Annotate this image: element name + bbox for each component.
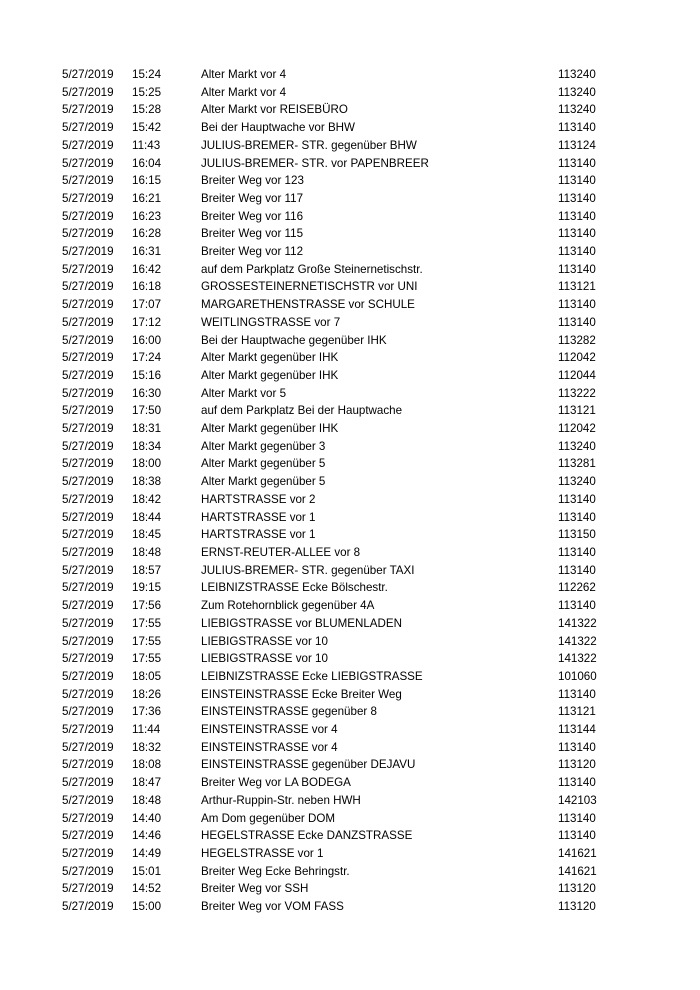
time-cell: 15:42 bbox=[132, 121, 162, 135]
location-cell: Breiter Weg vor VOM FASS bbox=[201, 900, 344, 914]
date-cell: 5/27/2019 bbox=[62, 705, 114, 719]
date-cell: 5/27/2019 bbox=[62, 333, 114, 347]
table-row bbox=[62, 314, 622, 332]
table-row bbox=[62, 473, 622, 491]
code-cell: 101060 bbox=[558, 669, 597, 683]
code-cell: 113140 bbox=[558, 156, 596, 170]
code-cell: 113140 bbox=[558, 510, 596, 524]
location-cell: LIEBIGSTRASSE vor 10 bbox=[201, 634, 328, 648]
date-cell: 5/27/2019 bbox=[62, 191, 114, 205]
table-row bbox=[62, 137, 622, 155]
table-row bbox=[62, 367, 622, 385]
date-cell: 5/27/2019 bbox=[62, 634, 114, 648]
code-cell: 113240 bbox=[558, 475, 596, 489]
code-cell: 113150 bbox=[558, 528, 596, 542]
time-cell: 18:38 bbox=[132, 475, 162, 489]
date-cell: 5/27/2019 bbox=[62, 776, 114, 790]
date-cell: 5/27/2019 bbox=[62, 758, 114, 772]
date-cell: 5/27/2019 bbox=[62, 510, 114, 524]
code-cell: 113240 bbox=[558, 103, 596, 117]
code-cell: 113140 bbox=[558, 687, 596, 701]
table-row bbox=[62, 810, 622, 828]
code-cell: 113124 bbox=[558, 138, 596, 152]
code-cell: 112042 bbox=[558, 422, 596, 436]
date-cell: 5/27/2019 bbox=[62, 422, 114, 436]
table-row bbox=[62, 491, 622, 509]
code-cell: 113121 bbox=[558, 404, 596, 418]
table-row bbox=[62, 650, 622, 668]
date-cell: 5/27/2019 bbox=[62, 156, 114, 170]
time-cell: 17:50 bbox=[132, 404, 162, 418]
date-cell: 5/27/2019 bbox=[62, 545, 114, 559]
table-row bbox=[62, 845, 622, 863]
location-cell: MARGARETHENSTRASSE vor SCHULE bbox=[201, 298, 415, 312]
time-cell: 17:24 bbox=[132, 351, 162, 365]
time-cell: 16:30 bbox=[132, 386, 162, 400]
location-cell: Breiter Weg vor 117 bbox=[201, 191, 304, 205]
time-cell: 18:44 bbox=[132, 510, 162, 524]
location-cell: Breiter Weg vor 116 bbox=[201, 209, 304, 223]
location-cell: Bei der Hauptwache vor BHW bbox=[201, 121, 356, 135]
location-cell: Breiter Weg vor 112 bbox=[201, 245, 304, 259]
code-cell: 113140 bbox=[558, 545, 596, 559]
location-cell: EINSTEINSTRASSE vor 4 bbox=[201, 723, 338, 737]
time-cell: 16:15 bbox=[132, 174, 162, 188]
table-row bbox=[62, 615, 622, 633]
table-row bbox=[62, 101, 622, 119]
location-cell: GROSSESTEINERNETISCHSTR vor UNI bbox=[201, 280, 418, 294]
code-cell: 112262 bbox=[558, 581, 596, 595]
location-cell: Breiter Weg vor SSH bbox=[201, 882, 309, 896]
date-cell: 5/27/2019 bbox=[62, 581, 114, 595]
table-row bbox=[62, 261, 622, 279]
code-cell: 113282 bbox=[558, 333, 596, 347]
location-cell: auf dem Parkplatz Große Steinernetischstr. bbox=[201, 262, 423, 276]
location-cell: EINSTEINSTRASSE gegenüber DEJAVU bbox=[201, 758, 416, 772]
code-cell: 113140 bbox=[558, 262, 596, 276]
date-cell: 5/27/2019 bbox=[62, 85, 114, 99]
date-cell: 5/27/2019 bbox=[62, 829, 114, 843]
table-row bbox=[62, 438, 622, 456]
code-cell: 113140 bbox=[558, 209, 596, 223]
time-cell: 16:00 bbox=[132, 333, 162, 347]
date-cell: 5/27/2019 bbox=[62, 740, 114, 754]
table-row bbox=[62, 544, 622, 562]
time-cell: 15:16 bbox=[132, 368, 162, 382]
code-cell: 113140 bbox=[558, 245, 596, 259]
time-cell: 16:23 bbox=[132, 209, 162, 223]
time-cell: 16:42 bbox=[132, 262, 162, 276]
table-row bbox=[62, 208, 622, 226]
date-cell: 5/27/2019 bbox=[62, 262, 114, 276]
time-cell: 14:40 bbox=[132, 811, 162, 825]
time-cell: 18:08 bbox=[132, 758, 162, 772]
time-cell: 18:57 bbox=[132, 563, 162, 577]
table-row bbox=[62, 385, 622, 403]
date-cell: 5/27/2019 bbox=[62, 846, 114, 860]
location-cell: Alter Markt gegenüber 5 bbox=[201, 475, 326, 489]
table-row bbox=[62, 739, 622, 757]
table-row bbox=[62, 721, 622, 739]
date-cell: 5/27/2019 bbox=[62, 138, 114, 152]
code-cell: 113121 bbox=[558, 280, 596, 294]
date-cell: 5/27/2019 bbox=[62, 68, 114, 81]
table-row bbox=[62, 562, 622, 580]
time-cell: 18:42 bbox=[132, 492, 162, 506]
location-cell: EINSTEINSTRASSE vor 4 bbox=[201, 740, 338, 754]
table-row bbox=[62, 296, 622, 314]
table-row bbox=[62, 278, 622, 296]
table-row bbox=[62, 668, 622, 686]
table-row bbox=[62, 172, 622, 190]
time-cell: 18:48 bbox=[132, 793, 162, 807]
time-cell: 15:25 bbox=[132, 85, 162, 99]
table-row bbox=[62, 509, 622, 527]
date-cell: 5/27/2019 bbox=[62, 351, 114, 365]
location-cell: Breiter Weg Ecke Behringstr. bbox=[201, 864, 350, 878]
time-cell: 18:00 bbox=[132, 457, 162, 471]
date-cell: 5/27/2019 bbox=[62, 723, 114, 737]
time-cell: 18:31 bbox=[132, 422, 162, 436]
table-row bbox=[62, 880, 622, 898]
location-cell: Arthur-Ruppin-Str. neben HWH bbox=[201, 793, 361, 807]
code-cell: 113140 bbox=[558, 191, 596, 205]
code-cell: 113140 bbox=[558, 563, 596, 577]
location-cell: LEIBNIZSTRASSE Ecke LIEBIGSTRASSE bbox=[201, 669, 423, 683]
date-cell: 5/27/2019 bbox=[62, 864, 114, 878]
code-cell: 112044 bbox=[558, 368, 596, 382]
time-cell: 16:28 bbox=[132, 227, 162, 241]
location-cell: LIEBIGSTRASSE vor BLUMENLADEN bbox=[201, 616, 403, 630]
code-cell: 113120 bbox=[558, 900, 596, 914]
date-cell: 5/27/2019 bbox=[62, 298, 114, 312]
time-cell: 18:45 bbox=[132, 528, 162, 542]
table-row bbox=[62, 225, 622, 243]
code-cell: 113240 bbox=[558, 68, 596, 81]
location-cell: EINSTEINSTRASSE Ecke Breiter Weg bbox=[201, 687, 402, 701]
table-row bbox=[62, 703, 622, 721]
table-row bbox=[62, 402, 622, 420]
code-cell: 113144 bbox=[558, 723, 596, 737]
table-row bbox=[62, 863, 622, 881]
date-cell: 5/27/2019 bbox=[62, 121, 114, 135]
location-cell: ERNST-REUTER-ALLEE vor 8 bbox=[201, 545, 361, 559]
date-cell: 5/27/2019 bbox=[62, 227, 114, 241]
date-cell: 5/27/2019 bbox=[62, 404, 114, 418]
date-cell: 5/27/2019 bbox=[62, 439, 114, 453]
date-cell: 5/27/2019 bbox=[62, 174, 114, 188]
table-row bbox=[62, 243, 622, 261]
location-cell: Alter Markt vor REISEBÜRO bbox=[201, 103, 348, 117]
time-cell: 16:18 bbox=[132, 280, 162, 294]
time-cell: 15:24 bbox=[132, 68, 162, 81]
date-cell: 5/27/2019 bbox=[62, 103, 114, 117]
date-cell: 5/27/2019 bbox=[62, 669, 114, 683]
date-cell: 5/27/2019 bbox=[62, 528, 114, 542]
time-cell: 15:01 bbox=[132, 864, 162, 878]
date-cell: 5/27/2019 bbox=[62, 368, 114, 382]
date-cell: 5/27/2019 bbox=[62, 599, 114, 613]
table-row bbox=[62, 792, 622, 810]
time-cell: 14:49 bbox=[132, 846, 162, 860]
location-cell: Alter Markt vor 4 bbox=[201, 68, 287, 81]
date-cell: 5/27/2019 bbox=[62, 280, 114, 294]
code-cell: 113140 bbox=[558, 298, 596, 312]
time-cell: 15:00 bbox=[132, 900, 162, 914]
date-cell: 5/27/2019 bbox=[62, 492, 114, 506]
table-row bbox=[62, 332, 622, 350]
code-cell: 141322 bbox=[558, 652, 597, 666]
time-cell: 14:46 bbox=[132, 829, 162, 843]
location-cell: Breiter Weg vor LA BODEGA bbox=[201, 776, 351, 790]
location-cell: Alter Markt vor 5 bbox=[201, 386, 287, 400]
code-cell: 113121 bbox=[558, 705, 596, 719]
code-cell: 113140 bbox=[558, 599, 596, 613]
code-cell: 113140 bbox=[558, 121, 596, 135]
location-cell: Alter Markt gegenüber IHK bbox=[201, 351, 339, 365]
table-row bbox=[62, 633, 622, 651]
code-cell: 142103 bbox=[558, 793, 597, 807]
table-row bbox=[62, 155, 622, 173]
date-cell: 5/27/2019 bbox=[62, 563, 114, 577]
table-row bbox=[62, 349, 622, 367]
time-cell: 11:44 bbox=[132, 723, 161, 737]
time-cell: 18:47 bbox=[132, 776, 162, 790]
location-cell: HARTSTRASSE vor 2 bbox=[201, 492, 316, 506]
table-row bbox=[62, 898, 622, 916]
location-cell: HEGELSTRASSE Ecke DANZSTRASSE bbox=[201, 829, 413, 843]
date-cell: 5/27/2019 bbox=[62, 811, 114, 825]
date-cell: 5/27/2019 bbox=[62, 315, 114, 329]
time-cell: 17:55 bbox=[132, 616, 162, 630]
time-cell: 18:05 bbox=[132, 669, 162, 683]
code-cell: 113140 bbox=[558, 174, 596, 188]
code-cell: 113140 bbox=[558, 811, 596, 825]
code-cell: 141621 bbox=[558, 846, 597, 860]
table-row bbox=[62, 526, 622, 544]
time-cell: 18:34 bbox=[132, 439, 162, 453]
date-cell: 5/27/2019 bbox=[62, 386, 114, 400]
location-cell: Breiter Weg vor 115 bbox=[201, 227, 304, 241]
table-row bbox=[62, 119, 622, 137]
location-cell: Breiter Weg vor 123 bbox=[201, 174, 304, 188]
time-cell: 15:28 bbox=[132, 103, 162, 117]
code-cell: 113140 bbox=[558, 315, 596, 329]
time-cell: 17:55 bbox=[132, 634, 162, 648]
time-cell: 17:07 bbox=[132, 298, 162, 312]
table-row bbox=[62, 455, 622, 473]
date-cell: 5/27/2019 bbox=[62, 209, 114, 223]
location-cell: Alter Markt gegenüber IHK bbox=[201, 422, 339, 436]
location-cell: Am Dom gegenüber DOM bbox=[201, 811, 336, 825]
table-row bbox=[62, 579, 622, 597]
time-cell: 18:48 bbox=[132, 545, 162, 559]
table-row bbox=[62, 827, 622, 845]
date-cell: 5/27/2019 bbox=[62, 652, 114, 666]
time-cell: 14:52 bbox=[132, 882, 162, 896]
code-cell: 113140 bbox=[558, 776, 596, 790]
time-cell: 16:04 bbox=[132, 156, 162, 170]
location-cell: HEGELSTRASSE vor 1 bbox=[201, 846, 324, 860]
time-cell: 17:12 bbox=[132, 315, 162, 329]
code-cell: 141322 bbox=[558, 616, 597, 630]
location-cell: Bei der Hauptwache gegenüber IHK bbox=[201, 333, 387, 347]
location-cell: Alter Markt gegenüber 5 bbox=[201, 457, 326, 471]
table-row bbox=[62, 597, 622, 615]
date-cell: 5/27/2019 bbox=[62, 882, 114, 896]
date-cell: 5/27/2019 bbox=[62, 900, 114, 914]
location-cell: HARTSTRASSE vor 1 bbox=[201, 510, 316, 524]
code-cell: 113222 bbox=[558, 386, 596, 400]
location-cell: EINSTEINSTRASSE gegenüber 8 bbox=[201, 705, 377, 719]
table-row bbox=[62, 420, 622, 438]
code-cell: 113140 bbox=[558, 740, 596, 754]
code-cell: 113240 bbox=[558, 439, 596, 453]
time-cell: 16:31 bbox=[132, 245, 162, 259]
time-cell: 18:26 bbox=[132, 687, 162, 701]
records-table-body bbox=[62, 66, 622, 916]
location-cell: Alter Markt gegenüber IHK bbox=[201, 368, 339, 382]
location-cell: HARTSTRASSE vor 1 bbox=[201, 528, 316, 542]
date-cell: 5/27/2019 bbox=[62, 616, 114, 630]
date-cell: 5/27/2019 bbox=[62, 793, 114, 807]
table-row bbox=[62, 190, 622, 208]
location-cell: JULIUS-BREMER- STR. gegenüber TAXI bbox=[201, 563, 415, 577]
time-cell: 17:56 bbox=[132, 599, 162, 613]
time-cell: 17:55 bbox=[132, 652, 162, 666]
location-cell: JULIUS-BREMER- STR. vor PAPENBREER bbox=[201, 156, 429, 170]
code-cell: 113140 bbox=[558, 227, 596, 241]
table-row bbox=[62, 756, 622, 774]
time-cell: 19:15 bbox=[132, 581, 162, 595]
date-cell: 5/27/2019 bbox=[62, 245, 114, 259]
time-cell: 18:32 bbox=[132, 740, 162, 754]
location-cell: LIEBIGSTRASSE vor 10 bbox=[201, 652, 328, 666]
code-cell: 113120 bbox=[558, 758, 596, 772]
code-cell: 141621 bbox=[558, 864, 597, 878]
location-cell: WEITLINGSTRASSE vor 7 bbox=[201, 315, 341, 329]
location-cell: Zum Rotehornblick gegenüber 4A bbox=[201, 599, 375, 613]
date-cell: 5/27/2019 bbox=[62, 475, 114, 489]
code-cell: 112042 bbox=[558, 351, 596, 365]
code-cell: 113281 bbox=[558, 457, 596, 471]
records-table bbox=[62, 66, 622, 916]
location-cell: auf dem Parkplatz Bei der Hauptwache bbox=[201, 404, 403, 418]
code-cell: 113240 bbox=[558, 85, 596, 99]
location-cell: LEIBNIZSTRASSE Ecke Bölschestr. bbox=[201, 581, 388, 595]
time-cell: 11:43 bbox=[132, 138, 161, 152]
time-cell: 17:36 bbox=[132, 705, 162, 719]
table-row bbox=[62, 84, 622, 102]
code-cell: 113140 bbox=[558, 829, 596, 843]
location-cell: Alter Markt vor 4 bbox=[201, 85, 287, 99]
location-cell: JULIUS-BREMER- STR. gegenüber BHW bbox=[201, 138, 417, 152]
table-row bbox=[62, 66, 622, 84]
date-cell: 5/27/2019 bbox=[62, 687, 114, 701]
location-cell: Alter Markt gegenüber 3 bbox=[201, 439, 326, 453]
table-row bbox=[62, 774, 622, 792]
date-cell: 5/27/2019 bbox=[62, 457, 114, 471]
code-cell: 141322 bbox=[558, 634, 597, 648]
time-cell: 16:21 bbox=[132, 191, 162, 205]
code-cell: 113140 bbox=[558, 492, 596, 506]
code-cell: 113120 bbox=[558, 882, 596, 896]
table-row bbox=[62, 686, 622, 704]
